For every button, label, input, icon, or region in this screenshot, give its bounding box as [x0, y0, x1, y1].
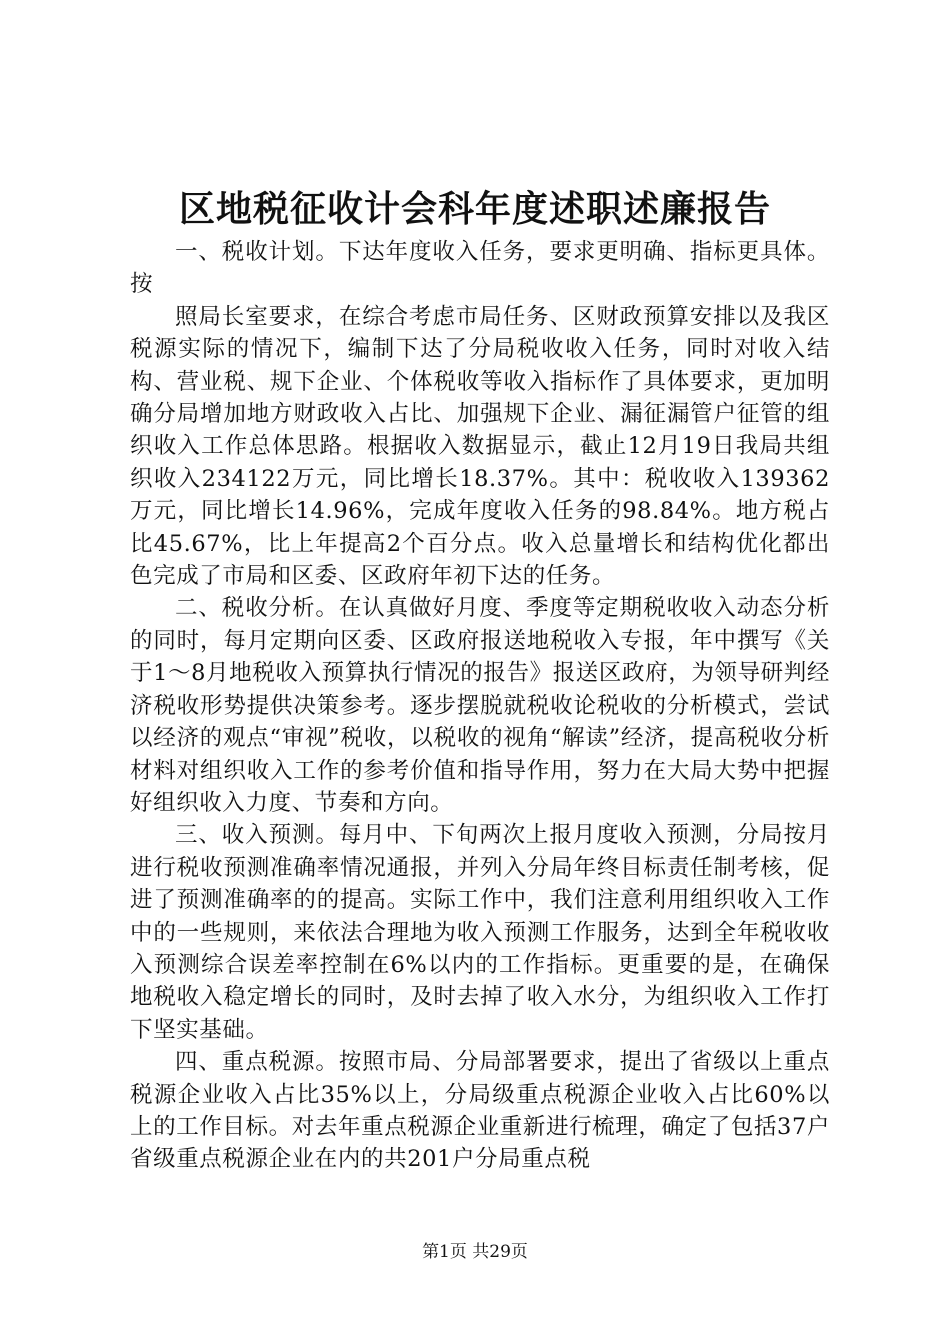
paragraph-key-tax-sources: 四、重点税源。按照市局、分局部署要求，提出了省级以上重点税源企业收入占比35%以上，分局级重点税源企业收入占比60%以上的工作目标。对去年重点税源企业重新进行梳理，确定了包括37户省级重点税源企业在内的共201户分局重点税 — [130, 1049, 830, 1173]
paragraph-tax-plan-intro: 一、税收计划。下达年度收入任务，要求更明确、指标更具体。按 — [130, 239, 830, 298]
paragraph-revenue-forecast: 三、收入预测。每月中、下旬两次上报月度收入预测，分局按月进行税收预测准确率情况通报，并列入分局年终目标责任制考核，促进了预测准确率的的提高。实际工作中，我们注意利用组织收入工作中的一些规则，来依法合理地为收入预测工作服务，达到全年税收收入预测综合误差率控制在6%以内的工作指标。更重要的是，在确保地税收入稳定增长的同时，及时去掉了收入水分，为组织收入工作打下坚实基础。 — [130, 822, 830, 1043]
paragraph-tax-analysis: 二、税收分析。在认真做好月度、季度等定期税收收入动态分析的同时，每月定期向区委、区政府报送地税收入专报，年中撰写《关于1～8月地税收入预算执行情况的报告》报送区政府，为领导研判经济税收形势提供决策参考。逐步摆脱就税收论税收的分析模式，尝试以经济的观点“审视”税收，以税收的视角“解读”经济，提高税收分析材料对组织收入工作的参考价值和指导作用，努力在大局大势中把握好组织收入力度、节奏和方向。 — [130, 595, 830, 816]
document-body — [130, 236, 830, 1176]
paragraph-tax-plan-detail: 照局长室要求，在综合考虑市局任务、区财政预算安排以及我区税源实际的情况下，编制下达了分局税收收入任务，同时对收入结构、营业税、规下企业、个体税收等收入指标作了具体要求，更加明确分局增加地方财政收入占比、加强规下企业、漏征漏管户征管的组织收入工作总体思路。根据收入数据显示，截止12月19日我局共组织收入234122万元，同比增长18.37%。其中：税收收入139362万元，同比增长14.96%，完成年度收入任务的98.84%。地方税占比45.67%，比上年提高2个百分点。收入总量增长和结构优化都出色完成了市局和区委、区政府年初下达的任务。 — [130, 303, 830, 590]
page-footer: 第1页 共29页 — [422, 1242, 528, 1262]
document-title: 区地税征收计会科年度述职述廉报告 — [178, 188, 771, 230]
